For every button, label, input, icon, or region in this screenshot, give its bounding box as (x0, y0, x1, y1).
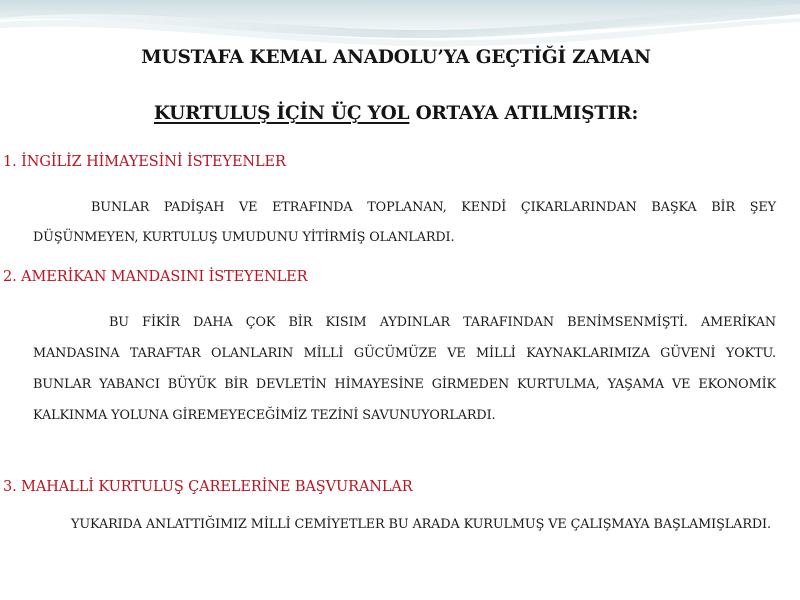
section-body-3 (33, 510, 776, 540)
section-body-2 (33, 307, 776, 431)
title-line-1: MUSTAFA KEMAL ANADOLU’YA GEÇTİĞİ ZAMAN (141, 47, 651, 68)
section-body-3-text: YUKARIDA ANLATTIĞIMIZ MİLLİ CEMİYETLER BU ARADA KURULMUŞ VE ÇALIŞMAYA BAŞLAMIŞLARDI. (71, 517, 771, 532)
section-heading-2: 2. AMERİKAN MANDASINI İSTEYENLER (3, 269, 308, 285)
section-body-2-text: BU FİKİR DAHA ÇOK BİR KISIM AYDINLAR TARAFINDAN BENİMSENMİŞTİ. AMERİKAN MANDASINA TARAFTAR OLANLARIN MİLLİ GÜCÜMÜZE VE MİLLİ KAYNAKLARIMIZA GÜVENİ YOKTU. BUNLAR YABANCI BÜYÜK BİR DEVLETİN HİMAYESİNE GİRMEDEN KURTULMA, YAŞAMA VE EKONOMİK KALKINMA YOLUNA GİREMEYECEĞİMİZ TEZİNİ SAVUNUYORLARDI. (33, 315, 776, 423)
section-body-1 (33, 193, 776, 253)
title-line-2 (0, 103, 796, 124)
title-rest-part: ORTAYA ATILMIŞTIR: (409, 103, 639, 124)
section-heading-3: 3. MAHALLİ KURTULUŞ ÇARELERİNE BAŞVURANLAR (3, 479, 413, 495)
section-body-1-text: BUNLAR PADİŞAH VE ETRAFINDA TOPLANAN, KENDİ ÇIKARLARINDAN BAŞKA BİR ŞEY DÜŞÜNMEYEN, KURTULUŞ UMUDUNU YİTİRMİŞ OLANLARDI. (33, 200, 776, 245)
section-heading-1: 1. İNGİLİZ HİMAYESİNİ İSTEYENLER (3, 154, 286, 170)
title-underlined-part: KURTULUŞ İÇİN ÜÇ YOL (153, 103, 410, 124)
